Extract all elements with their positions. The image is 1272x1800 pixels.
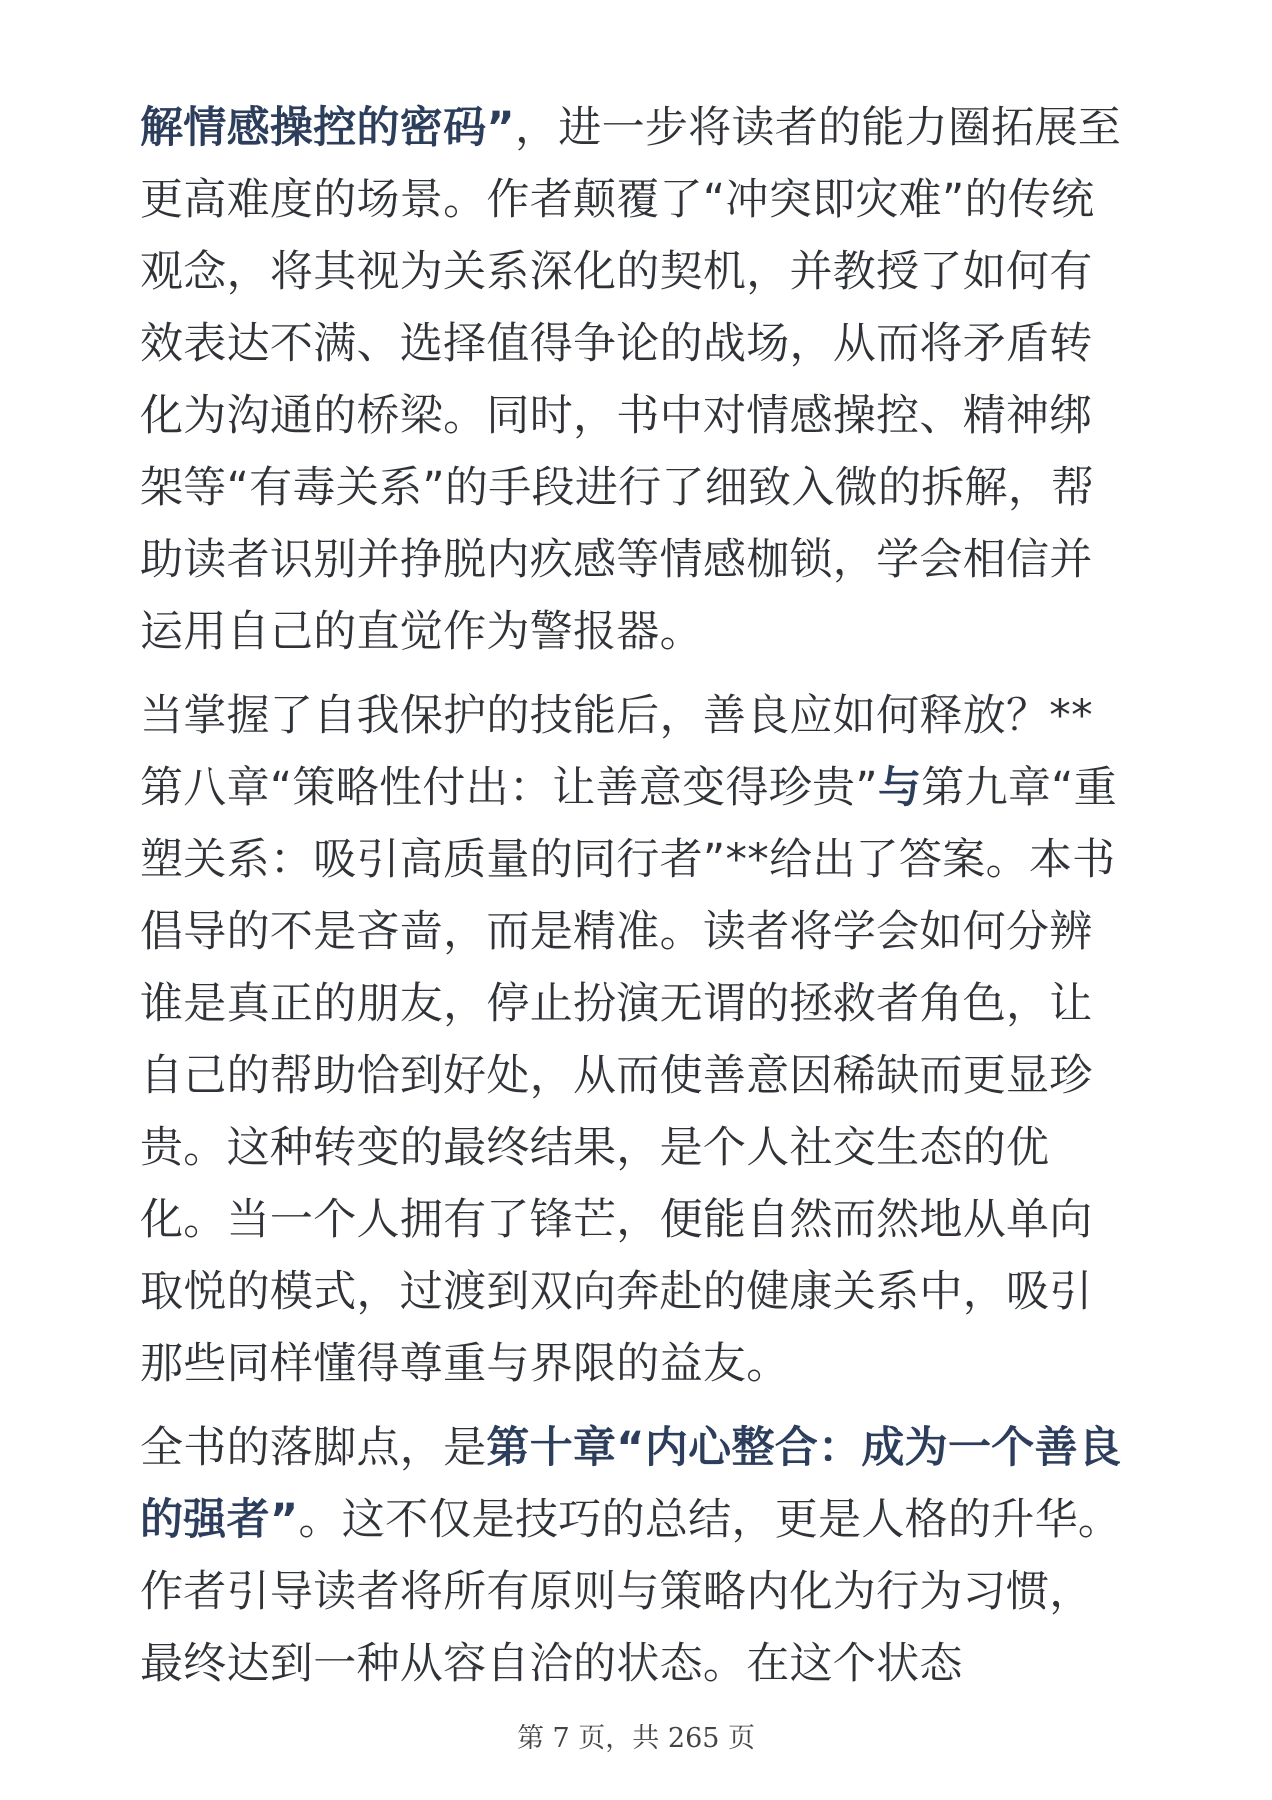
paragraph-text: 当掌握了自我保护的技能后，善良应如何释放？**第八章“策略性付出：让善意变得珍贵” xyxy=(140,691,1093,813)
paragraph-text: 第九章“重塑关系：吸引高质量的同行者”**给出了答案。本书倡导的不是吝啬，而是精准。读者将学会如何分辨谁是真正的朋友，停止扮演无谓的拯救者角色，让自己的帮助恰到好处，从而使善意因稀缺而更显珍贵。这种转变的最终结果，是个人社交生态的优化。当一个人拥有了锋芒，便能自然而然地从单向取悦的模式，过渡到双向奔赴的健康关系中，吸引那些同样懂得尊重与界限的益友。 xyxy=(140,763,1118,1389)
chapter-reference-bold: 解情感操控的密码” xyxy=(140,103,515,153)
page-number-footer: 第 7 页，共 265 页 xyxy=(516,1723,756,1754)
paragraph-3 xyxy=(140,1412,1135,1700)
bold-conjunction: 与 xyxy=(877,763,922,813)
paragraph-1 xyxy=(140,92,1135,668)
paragraph-text: 。这不仅是技巧的总结，更是人格的升华。作者引导读者将所有原则与策略内化为行为习惯，最终达到一种从容自洽的状态。在这个状态 xyxy=(140,1495,1122,1689)
paragraph-text: 全书的落脚点，是 xyxy=(140,1423,487,1473)
body-text xyxy=(140,92,1135,1712)
chapter-reference-bold: 第十章“内心整合：成为一个善良的强者” xyxy=(140,1423,1122,1545)
paragraph-text: ，进一步将读者的能力圈拓展至更高难度的场景。作者颠覆了“冲突即灾难”的传统观念，将其视为关系深化的契机，并教授了如何有效表达不满、选择值得争论的战场，从而将矛盾转化为沟通的桥梁。同时，书中对情感操控、精神绑架等“有毒关系”的手段进行了细致入微的拆解，帮助读者识别并挣脱内疚感等情感枷锁，学会相信并运用自己的直觉作为警报器。 xyxy=(140,103,1122,657)
paragraph-2 xyxy=(140,680,1135,1400)
